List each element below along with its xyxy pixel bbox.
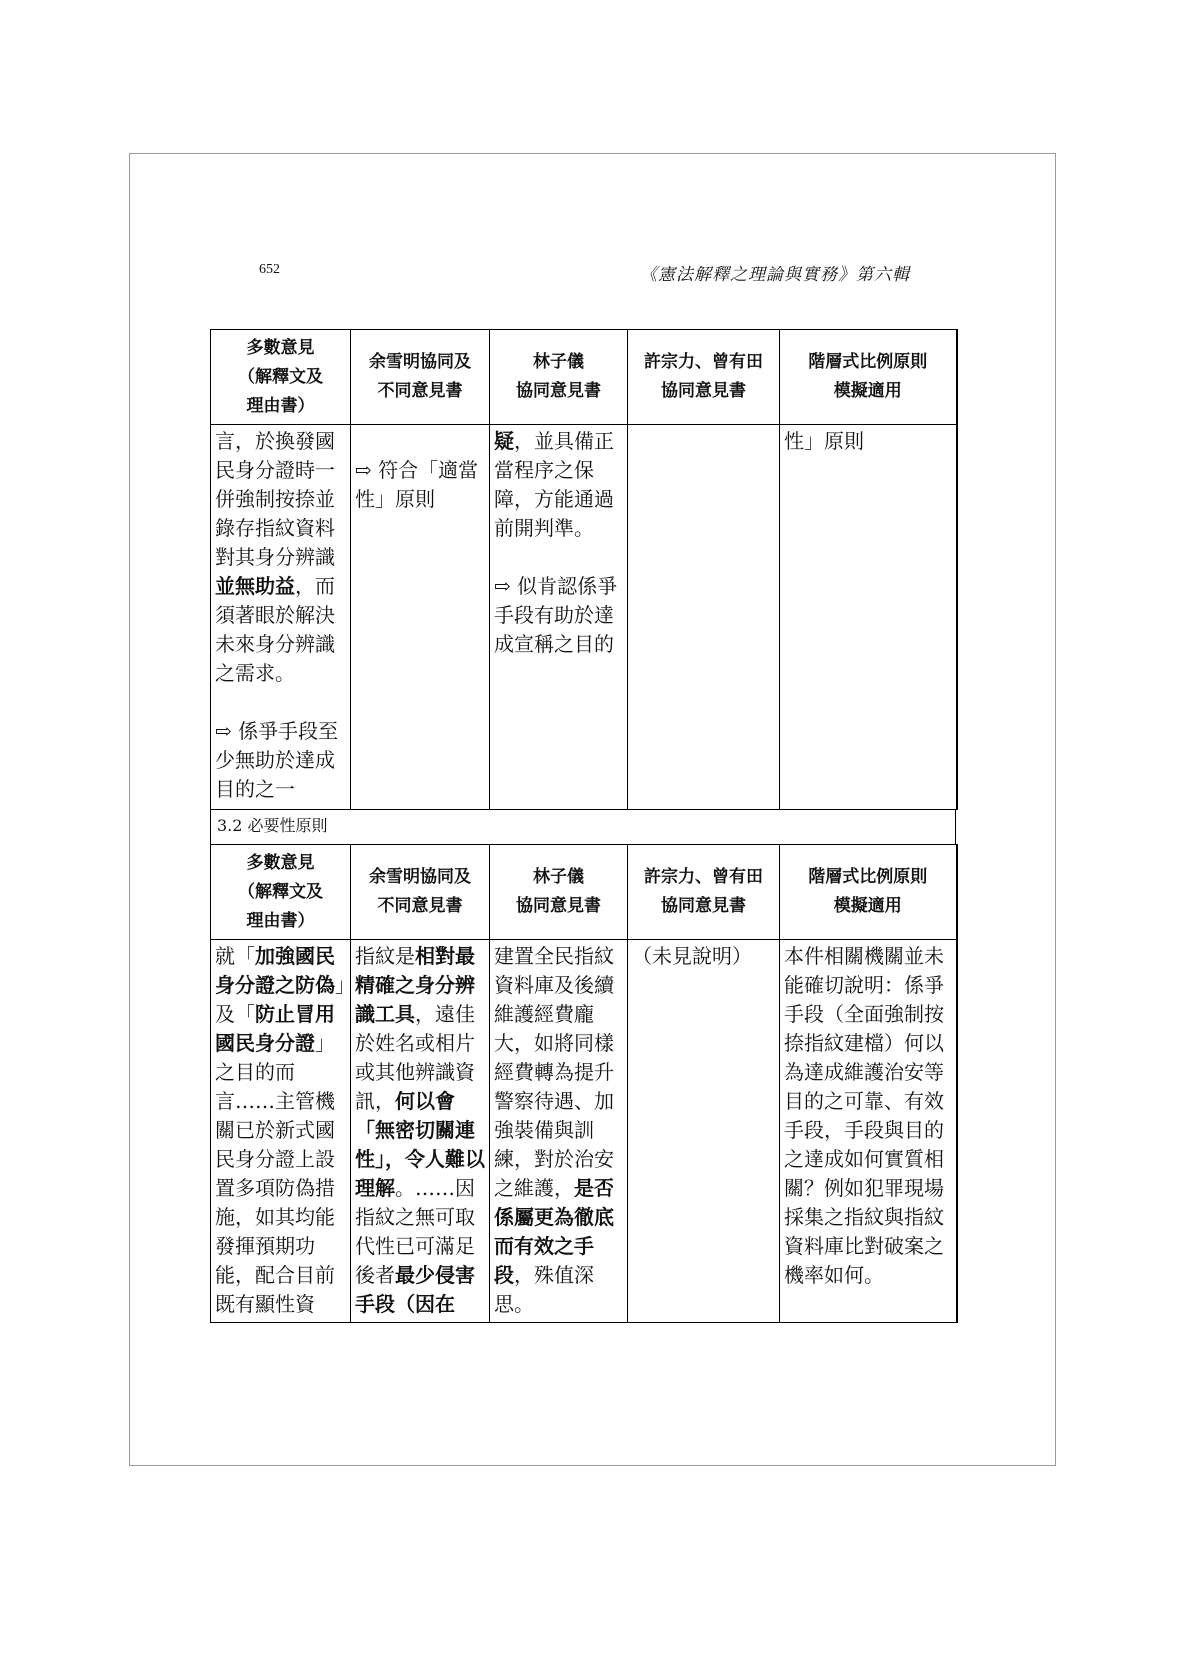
header-yu-opinion: 余雪明協同及 不同意見書	[351, 330, 490, 425]
cell-lin: 疑，並具備正當程序之保障，方能通過前開判準。 ⇨ 似肯認係爭手段有助於達成宣稱之目的	[490, 425, 628, 810]
running-title: 《憲法解釋之理論與實務》第六輯	[640, 265, 910, 285]
cell-yu: ⇨ 符合「適當性」原則	[351, 425, 490, 810]
header-proportionality-simulation: 階層式比例原則 模擬適用	[780, 330, 957, 425]
cell-majority: 言，於換發國民身分證時一併強制按捺並錄存指紋資料對其身分辨識並無助益，而須著眼於解決未來身分辨識之需求。 ⇨ 係爭手段至少無助於達成目的之一	[211, 425, 351, 810]
header-majority-opinion: 多數意見 （解釋文及 理由書）	[211, 845, 351, 940]
header-majority-opinion: 多數意見 （解釋文及 理由書）	[211, 330, 351, 425]
header-lin-opinion: 林子儀 協同意見書	[490, 845, 628, 940]
cell-yu: 指紋是相對最精確之身分辨識工具，遠佳於姓名或相片或其他辨識資訊，何以會「無密切關連性」，令人難以理解。……因指紋之無可取代性已可滿足後者最少侵害手段（因在	[351, 940, 490, 1323]
cell-hsu-tseng	[628, 425, 780, 810]
cell-proportionality: 性」原則	[780, 425, 957, 810]
comparison-table-suitability	[210, 329, 958, 810]
comparison-table-necessity	[210, 844, 958, 1323]
header-yu-opinion: 余雪明協同及 不同意見書	[351, 845, 490, 940]
header-hsu-tseng-opinion: 許宗力、曾有田 協同意見書	[628, 330, 780, 425]
cell-proportionality: 本件相關機關並未能確切說明：係爭手段（全面強制按捺指紋建檔）何以為達成維護治安等目的之可靠、有效手段，手段與目的之達成如何實質相關？例如犯罪現場採集之指紋與指紋資料庫比對破案之機率如何。	[780, 940, 957, 1323]
header-lin-opinion: 林子儀 協同意見書	[490, 330, 628, 425]
table-header-row	[211, 845, 957, 940]
cell-hsu-tseng: （未見說明）	[628, 940, 780, 1323]
cell-majority: 就「加強國民身分證之防偽」及「防止冒用國民身分證」之目的而言……主管機關已於新式國民身分證上設置多項防偽措施，如其均能發揮預期功能，配合目前既有顯性資	[211, 940, 351, 1323]
cell-lin: 建置全民指紋資料庫及後續維護經費龐大，如將同樣經費轉為提升警察待遇、加強裝備與訓練，對於治安之維護，是否係屬更為徹底而有效之手段，殊值深思。	[490, 940, 628, 1323]
header-proportionality-simulation: 階層式比例原則 模擬適用	[780, 845, 957, 940]
page-number: 652	[259, 262, 280, 277]
table-row	[211, 940, 957, 1323]
table-row	[211, 425, 957, 810]
header-hsu-tseng-opinion: 許宗力、曾有田 協同意見書	[628, 845, 780, 940]
section-label: 3.2 必要性原則	[210, 809, 956, 844]
table-header-row	[211, 330, 957, 425]
